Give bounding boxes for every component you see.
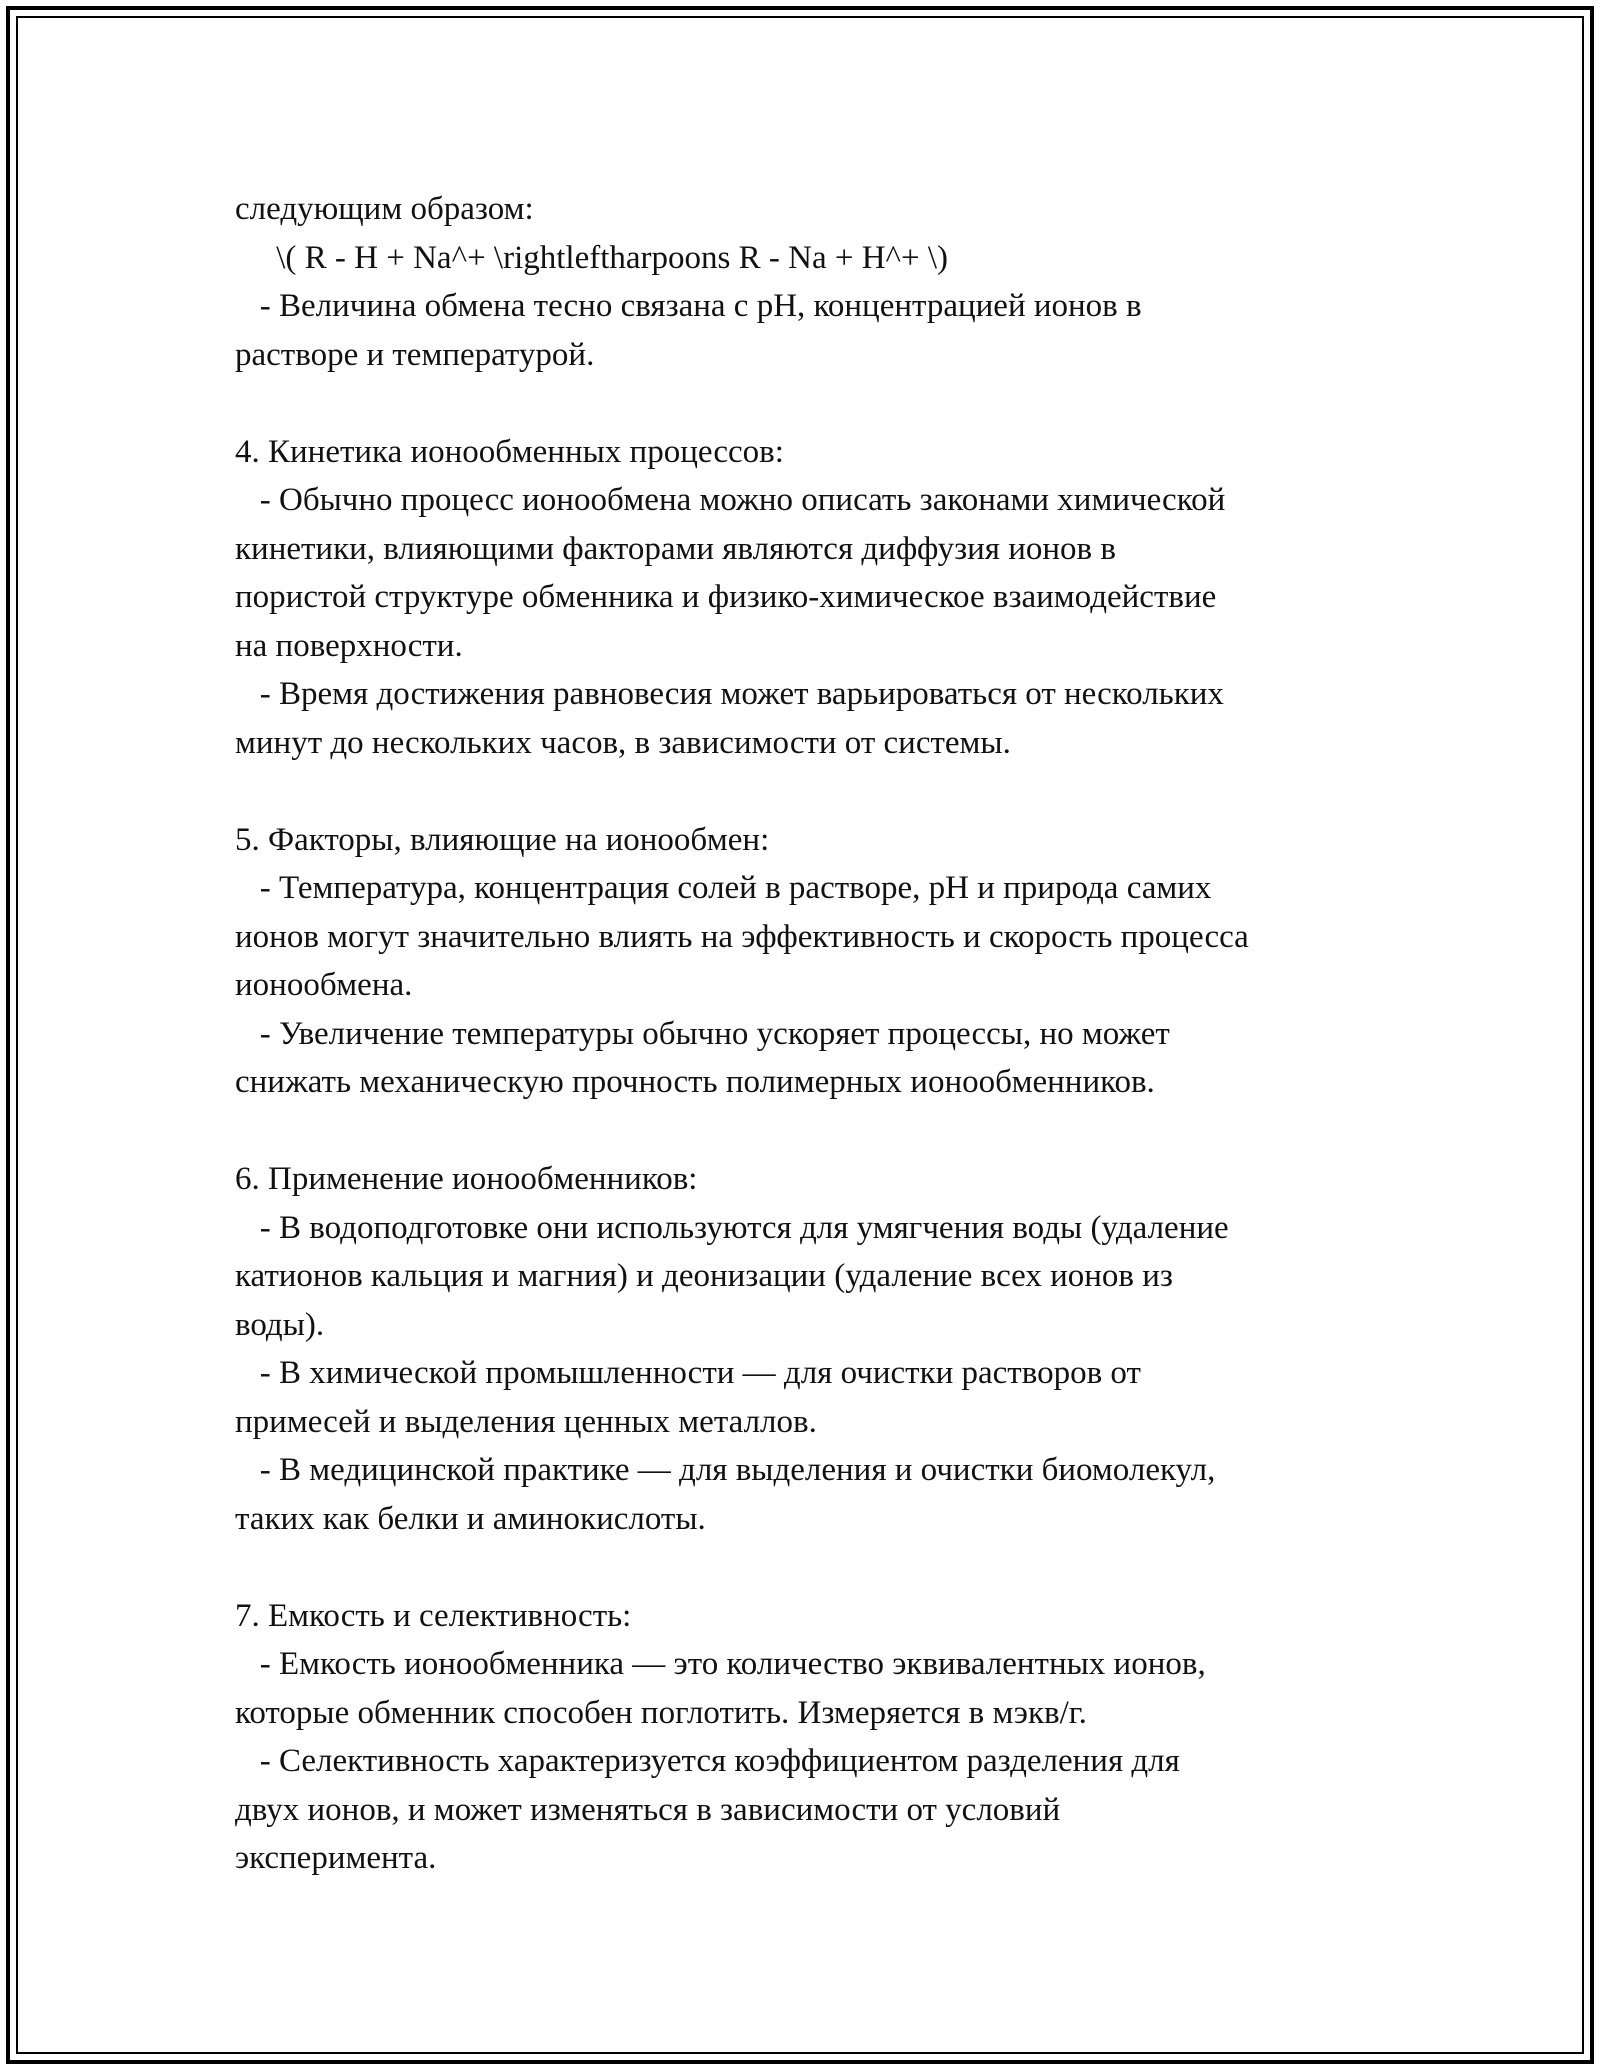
section-heading: 6. Применение ионообменников: [235, 1161, 698, 1197]
section-heading: 7. Емкость и селективность: [235, 1597, 632, 1634]
text-line: на поверхности. [235, 627, 463, 664]
text-line: следующим образом: [235, 191, 534, 227]
text-line: примесей и выделения ценных металлов. [235, 1403, 817, 1440]
text-line: снижать механическую прочность полимерных ионообменников. [235, 1064, 1155, 1100]
text-line: - Обычно процесс ионообмена можно описать законами химической [235, 482, 1226, 518]
text-line: ионообмена. [235, 967, 413, 1003]
text-line: - В водоподготовке они используются для умягчения воды (удаление [235, 1209, 1229, 1246]
section-applications [235, 1155, 1385, 1543]
section-factors [235, 816, 1385, 1107]
section-heading: 5. Факторы, влияющие на ионообмен: [235, 821, 770, 858]
paragraph-gap [235, 1543, 1385, 1592]
text-line: эксперимента. [235, 1840, 437, 1876]
text-line: кинетики, влияющими факторами являются диффузия ионов в [235, 530, 1116, 567]
text-line: растворе и температурой. [235, 336, 595, 373]
text-line: таких как белки и аминокислоты. [235, 1500, 706, 1537]
paragraph-gap [235, 767, 1385, 816]
text-line: - В медицинской практике — для выделения и очистки биомолекул, [235, 1452, 1216, 1488]
text-line: двух ионов, и может изменяться в зависимости от условий [235, 1791, 1061, 1828]
text-line: катионов кальция и магния) и деонизации (удаление всех ионов из [235, 1258, 1173, 1294]
text-line: которые обменник способен поглотить. Измеряется в мэкв/г. [235, 1694, 1087, 1731]
formula-line: \( R - H + Na^+ \rightleftharpoons R - Na + H^+ \) [235, 239, 949, 276]
paragraph-continuation [235, 185, 1385, 379]
text-line: воды). [235, 1306, 325, 1343]
text-line: - Емкость ионообменника — это количество эквивалентных ионов, [235, 1646, 1206, 1682]
section-kinetics [235, 428, 1385, 768]
section-capacity-selectivity [235, 1592, 1385, 1883]
text-line: - Увеличение температуры обычно ускоряет процессы, но может [235, 1015, 1170, 1052]
section-heading: 4. Кинетика ионообменных процессов: [235, 433, 784, 470]
text-line: - Величина обмена тесно связана с pH, концентрацией ионов в [235, 288, 1142, 324]
text-line: - Температура, концентрация солей в растворе, pH и природа самих [235, 870, 1212, 906]
text-line: ионов могут значительно влиять на эффективность и скорость процесса [235, 918, 1249, 955]
text-line: - Время достижения равновесия может варьироваться от нескольких [235, 676, 1224, 712]
paragraph-gap [235, 1107, 1385, 1156]
text-line: минут до нескольких часов, в зависимости от системы. [235, 724, 1011, 761]
paragraph-gap [235, 379, 1385, 428]
text-line: - Селективность характеризуется коэффициентом разделения для [235, 1743, 1180, 1779]
text-line: пористой структуре обменника и физико-химическое взаимодействие [235, 579, 1217, 615]
text-line: - В химической промышленности — для очистки растворов от [235, 1355, 1141, 1391]
document-body [235, 185, 1385, 1883]
